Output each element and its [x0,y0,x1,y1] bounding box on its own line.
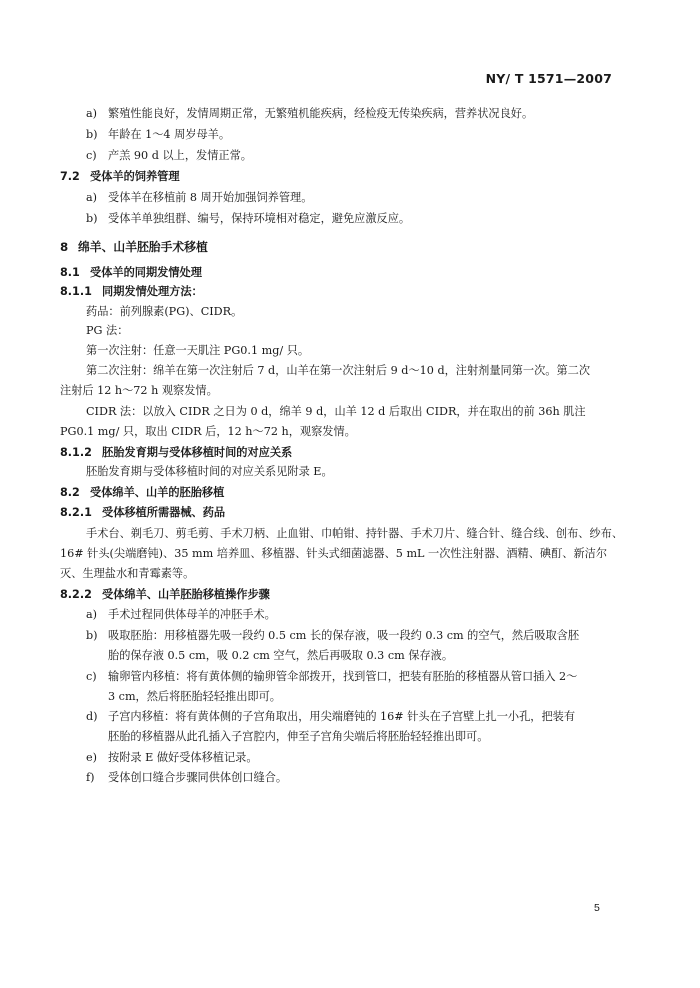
section-title: 受体绵羊、山羊胚胎移植操作步骤 [102,588,270,601]
section-heading-8-2 [60,486,225,500]
list-item [86,149,252,163]
list-text: 手术过程同供体母羊的冲胚手术。 [108,608,276,621]
section-heading-8 [60,240,208,254]
section-title: 绵羊、山羊胚胎手术移植 [78,240,208,254]
list-text: 按附录 E 做好受体移植记录。 [108,751,258,764]
list-label: b) [86,629,98,642]
list-text: 繁殖性能良好，发情周期正常，无繁殖机能疾病，经检疫无传染疾病，营养状况良好。 [108,107,534,120]
list-label: f) [86,771,95,784]
list-label: e) [86,751,97,764]
list-item [86,107,534,121]
paragraph-drugs: 药品：前列腺素(PG)、CIDR。 [86,305,243,318]
list-text-cont: 胎的保存液 0.5 cm，吸 0.2 cm 空气，然后再吸取 0.3 cm 保存液。 [108,649,454,662]
list-label: c) [86,670,97,683]
list-item [86,608,276,622]
list-item [86,629,580,643]
list-label: d) [86,710,98,723]
paragraph-second-injection-cont: 注射后 12 h～72 h 观察发情。 [60,384,218,397]
list-label: b) [86,128,98,141]
paragraph-instruments-cont: 16# 针头(尖端磨钝)、35 mm 培养皿、移植器、针头式细菌滤器、5 mL 一次性注射器、酒精、碘酊、新洁尔 [60,547,608,560]
paragraph-correspondence: 胚胎发育期与受体移植时间的对应关系见附录 E。 [86,465,333,478]
section-heading-7-2 [60,170,180,184]
section-title: 受体绵羊、山羊的胚胎移植 [90,486,225,499]
list-item [86,128,231,142]
paragraph-pg-method: PG 法： [86,324,129,337]
list-text: 年龄在 1～4 周岁母羊。 [108,128,231,141]
page-number: 5 [594,902,600,914]
list-text: 产羔 90 d 以上，发情正常。 [108,149,252,162]
section-heading-8-1 [60,266,202,280]
list-text-cont: 3 cm，然后将胚胎轻轻推出即可。 [108,690,281,703]
section-number: 8 [60,240,69,254]
list-text: 受体羊在移植前 8 周开始加强饲养管理。 [108,191,313,204]
list-text: 受体创口缝合步骤同供体创口缝合。 [108,771,288,784]
section-number: 8.2.1 [60,506,92,519]
section-title: 同期发情处理方法： [102,285,203,298]
list-label: a) [86,608,98,621]
section-heading-8-2-1 [60,506,226,520]
section-heading-8-1-2 [60,446,293,460]
paragraph-second-injection: 第二次注射：绵羊在第一次注射后 7 d，山羊在第一次注射后 9 d～10 d，注射剂量同第一次。第二次 [86,364,591,377]
section-title: 受体羊的同期发情处理 [90,266,202,279]
list-text: 吸取胚胎：用移植器先吸一段约 0.5 cm 长的保存液，吸一段约 0.3 cm 的空气，然后吸取含胚 [108,629,580,642]
list-label: a) [86,107,98,120]
section-number: 8.2.2 [60,588,92,601]
list-text-cont: 胚胎的移植器从此孔插入子宫腔内，伸至子宫角尖端后将胚胎轻轻推出即可。 [108,730,489,743]
list-label: b) [86,212,98,225]
section-number: 8.1.1 [60,285,92,298]
list-item [86,751,258,765]
section-title: 受体移植所需器械、药品 [102,506,226,519]
list-text: 受体羊单独组群、编号，保持环境相对稳定，避免应激反应。 [108,212,411,225]
list-item [86,191,313,205]
paragraph-cidr-cont: PG0.1 mg/ 只，取出 CIDR 后，12 h～72 h，观察发情。 [60,425,356,438]
section-number: 8.1.2 [60,446,92,459]
section-heading-8-1-1 [60,285,203,299]
list-item [86,710,576,724]
section-title: 受体羊的饲养管理 [90,170,180,183]
list-item [86,670,578,684]
list-label: a) [86,191,98,204]
list-item [86,212,411,226]
list-label: c) [86,149,97,162]
section-number: 8.1 [60,266,80,279]
section-title: 胚胎发育期与受体移植时间的对应关系 [102,446,293,459]
list-text: 输卵管内移植：将有黄体侧的输卵管伞部拨开，找到管口，把装有胚胎的移植器从管口插入 2～ [108,670,578,683]
paragraph-instruments: 手术台、剃毛刀、剪毛剪、手术刀柄、止血钳、巾帕钳、持针器、手术刀片、缝合针、缝合线、创布、纱布、 [86,527,624,540]
section-number: 8.2 [60,486,80,499]
section-heading-8-2-2 [60,588,270,602]
paragraph-first-injection: 第一次注射：任意一天肌注 PG0.1 mg/ 只。 [86,344,310,357]
paragraph-cidr: CIDR 法：以放入 CIDR 之日为 0 d，绵羊 9 d，山羊 12 d 后取出 CIDR，并在取出的前 36h 肌注 [86,405,586,418]
section-number: 7.2 [60,170,80,183]
list-item [86,771,288,785]
standard-code: NY/ T 1571—2007 [485,71,612,86]
list-text: 子宫内移植：将有黄体侧的子宫角取出，用尖端磨钝的 16# 针头在子宫壁上扎一小孔，把装有 [108,710,576,723]
paragraph-instruments-end: 灭、生理盐水和青霉素等。 [60,567,195,580]
